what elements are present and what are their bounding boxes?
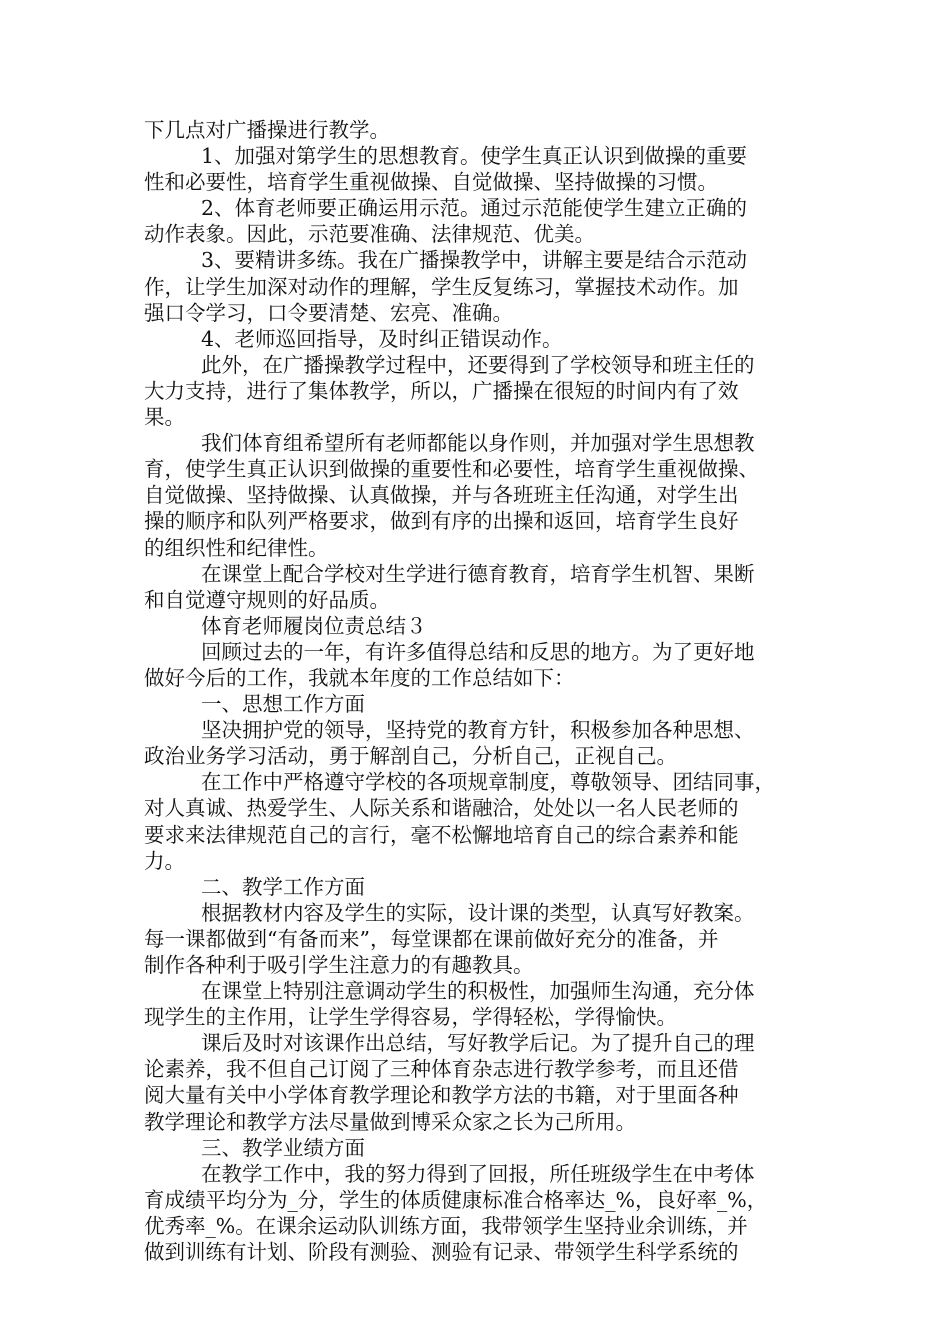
text-line: 现学生的主作用，让学生学得容易，学得轻松，学得愉快。 bbox=[144, 1005, 677, 1030]
text-line: 2、体育老师要正确运用示范。通过示范能使学生建立正确的 bbox=[201, 196, 748, 221]
text-line: 我们体育组希望所有老师都能以身作则，并加强对学生思想教 bbox=[201, 431, 755, 456]
text-line: 课后及时对该课作出总结，写好教学后记。为了提升自己的理 bbox=[201, 1031, 755, 1056]
text-line: 性和必要性，培育学生重视做操、自觉做操、坚持做操的习惯。 bbox=[144, 170, 718, 195]
text-line: 下几点对广播操进行教学。 bbox=[144, 118, 390, 142]
text-line: 教学理论和教学方法尽量做到博采众家之长为己所用。 bbox=[144, 1109, 636, 1134]
text-line: 此外，在广播操教学过程中，还要得到了学校领导和班主任的 bbox=[201, 352, 755, 377]
text-line: 4、老师巡回指导，及时纠正错误动作。 bbox=[201, 326, 563, 351]
text-line: 1、加强对第学生的思想教育。使学生真正认识到做操的重要 bbox=[201, 144, 748, 169]
text-line: 每一课都做到“有备而来”，每堂课都在课前做好充分的准备，并 bbox=[144, 926, 719, 951]
text-line: 做到训练有计划、阶段有测验、测验有记录、带领学生科学系统的 bbox=[144, 1240, 739, 1265]
text-line: 对人真诚、热爱学生、人际关系和谐融洽，处处以一名人民老师的 bbox=[144, 796, 739, 821]
text-line: 阅大量有关中小学体育教学理论和教学方法的书籍，对于里面各种 bbox=[144, 1083, 739, 1108]
text-line: 政治业务学习活动，勇于解剖自己，分析自己，正视自己。 bbox=[144, 744, 677, 769]
text-line: 论素养，我不但自己订阅了三种体育杂志进行教学参考，而且还借 bbox=[144, 1057, 739, 1082]
text-line: 大力支持，进行了集体教学，所以，广播操在很短的时间内有了效 bbox=[144, 378, 739, 403]
text-line: 果。 bbox=[144, 405, 185, 430]
text-line: 体育老师履岗位责总结３ bbox=[201, 613, 427, 638]
text-line: 育成绩平均分为_分，学生的体质健康标准合格率达_%，良好率_%， bbox=[144, 1187, 768, 1212]
text-line: 操的顺序和队列严格要求，做到有序的出操和返回，培育学生良好 bbox=[144, 509, 739, 534]
document-body bbox=[144, 117, 814, 1265]
text-line: 3、要精讲多练。我在广播操教学中，讲解主要是结合示范动 bbox=[201, 248, 748, 273]
text-line: 在教学工作中，我的努力得到了回报，所任班级学生在中考体 bbox=[201, 1161, 755, 1186]
text-line: 二、教学工作方面 bbox=[201, 874, 365, 899]
text-line: 在课堂上特别注意调动学生的积极性，加强师生沟通，充分体 bbox=[201, 979, 755, 1004]
text-line: 根据教材内容及学生的实际，设计课的类型，认真写好教案。 bbox=[201, 900, 755, 925]
text-line: 强口令学习，口令要清楚、宏亮、准确。 bbox=[144, 300, 513, 325]
text-line: 优秀率_%。在课余运动队训练方面，我带领学生坚持业余训练，并 bbox=[144, 1213, 748, 1238]
text-line: 做好今后的工作，我就本年度的工作总结如下： bbox=[144, 665, 575, 690]
text-line: 在课堂上配合学校对生学进行德育教育，培育学生机智、果断 bbox=[201, 561, 755, 586]
text-line: 作，让学生加深对动作的理解，学生反复练习，掌握技术动作。加 bbox=[144, 274, 739, 299]
text-line: 回顾过去的一年，有许多值得总结和反思的地方。为了更好地 bbox=[201, 639, 755, 664]
text-line: 和自觉遵守规则的好品质。 bbox=[144, 587, 390, 612]
text-line: 一、思想工作方面 bbox=[201, 692, 365, 717]
text-line: 要求来法律规范自己的言行，毫不松懈地培育自己的综合素养和能 bbox=[144, 822, 739, 847]
text-line: 的组织性和纪律性。 bbox=[144, 535, 329, 560]
text-line: 制作各种利于吸引学生注意力的有趣教具。 bbox=[144, 953, 534, 977]
text-line: 三、教学业绩方面 bbox=[201, 1135, 365, 1160]
text-line: 坚决拥护党的领导，坚持党的教育方针，积极参加各种思想、 bbox=[201, 718, 755, 743]
text-line: 在工作中严格遵守学校的各项规章制度，尊敬领导、团结同事， bbox=[201, 770, 775, 795]
text-line: 自觉做操、坚持做操、认真做操，并与各班班主任沟通，对学生出 bbox=[144, 483, 739, 508]
text-line: 动作表象。因此，示范要准确、法律规范、优美。 bbox=[144, 222, 595, 247]
text-line: 力。 bbox=[144, 848, 185, 873]
text-line: 育，使学生真正认识到做操的重要性和必要性，培育学生重视做操、 bbox=[144, 457, 759, 482]
